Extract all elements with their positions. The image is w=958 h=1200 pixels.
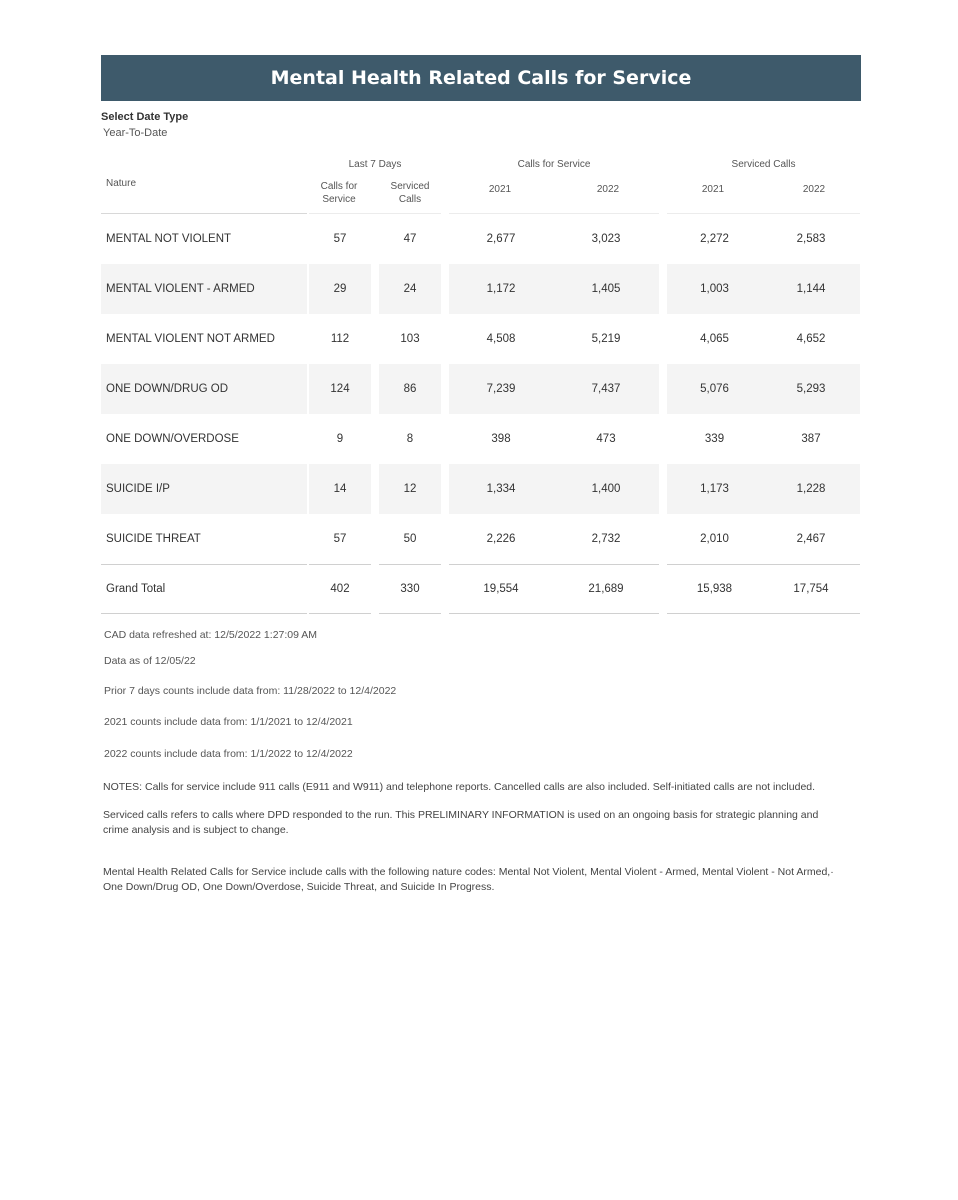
nature-cell: ONE DOWN/OVERDOSE: [106, 433, 239, 445]
cfs-2021-cell: 1,334: [449, 464, 553, 514]
data-as-of-note: Data as of 12/05/22: [104, 655, 196, 667]
serviced-calls-header: Serviced Calls: [731, 159, 796, 170]
grand-total-row: [0, 564, 958, 614]
nature-cell: MENTAL VIOLENT NOT ARMED: [106, 333, 275, 345]
table-row: [0, 364, 958, 414]
cfs-2022-cell: 7,437: [553, 364, 659, 414]
sc-2022-cell: 5,293: [762, 364, 860, 414]
cfs-2021-cell: 398: [491, 433, 511, 445]
sc-2021-cell: 5,076: [667, 364, 762, 414]
refresh-note: CAD data refreshed at: 12/5/2022 1:27:09 AM: [104, 629, 318, 641]
cfs-2021-cell: 4,508: [486, 333, 516, 345]
serviced-definition-note: Serviced calls refers to calls where DPD responded to the run. This PRELIMINARY INFORMATION is used on an ongoing basis for strategic planning and crime analysis and is subject to change.: [103, 809, 819, 836]
table-row: [0, 264, 958, 314]
last7-calls-subheader: Calls for Service: [320, 181, 358, 205]
last7-serviced-subheader: Serviced Calls: [390, 181, 430, 205]
sc-2021-cell: 2,272: [700, 233, 729, 245]
sc-2021-cell: 2,010: [700, 533, 729, 545]
cfs-2022-cell: 5,219: [591, 333, 621, 345]
cfs-2022-cell: 1,405: [553, 264, 659, 314]
cfs-2022-cell: 1,400: [553, 464, 659, 514]
nature-cell: ONE DOWN/DRUG OD: [101, 364, 307, 414]
calls-definition-note: NOTES: Calls for service include 911 calls (E911 and W911) and telephone reports. Cancelled calls are also included. Self-initiated calls are not included.: [103, 781, 816, 793]
date-type-selector[interactable]: Year-To-Date: [103, 127, 168, 139]
last7-serviced-cell: 86: [379, 364, 441, 414]
date-type-label: Select Date Type: [101, 111, 189, 123]
cfs-2022-cell: 21,689: [553, 564, 659, 614]
last7-calls-cell: 124: [309, 364, 371, 414]
sc-2021-cell: 15,938: [667, 564, 762, 614]
cfs-2022-cell: 2,732: [591, 533, 621, 545]
last7-calls-cell: 112: [330, 333, 350, 345]
cfs-2021-cell: 19,554: [449, 564, 553, 614]
sc-2021-subheader: 2021: [701, 184, 725, 195]
calls-for-service-header: Calls for Service: [517, 159, 591, 170]
last7-calls-cell: 9: [336, 433, 344, 445]
cfs-2021-cell: 2,226: [486, 533, 516, 545]
table-row: [0, 414, 958, 464]
page-title: Mental Health Related Calls for Service: [270, 67, 692, 89]
nature-codes-note: Mental Health Related Calls for Service include calls with the following nature codes: Mental Not Violent, Mental Violent - Armed, Mental Violent - Not Armed,· One Down/Drug OD, One Down/Overdose, Suicide Threat, and Suicide In Progress.: [103, 866, 834, 893]
last7-serviced-cell: 24: [379, 264, 441, 314]
last7-serviced-cell: 8: [406, 433, 414, 445]
nature-cell: SUICIDE THREAT: [106, 533, 201, 545]
nature-cell: MENTAL NOT VIOLENT: [106, 233, 232, 245]
cfs-2021-cell: 1,172: [449, 264, 553, 314]
sc-2022-cell: 1,228: [762, 464, 860, 514]
last7-serviced-cell: 47: [403, 233, 417, 245]
sc-2022-subheader: 2022: [802, 184, 826, 195]
last7-calls-cell: 57: [333, 533, 347, 545]
cfs-2021-cell: 7,239: [449, 364, 553, 414]
sc-2021-cell: 339: [704, 433, 725, 445]
prior7-note: Prior 7 days counts include data from: 11/28/2022 to 12/4/2022: [104, 685, 397, 697]
nature-cell: Grand Total: [101, 564, 307, 614]
nature-cell: SUICIDE I/P: [101, 464, 307, 514]
sc-2022-cell: 2,467: [796, 533, 826, 545]
sc-2022-cell: 17,754: [762, 564, 860, 614]
sc-2021-cell: 1,003: [667, 264, 762, 314]
sc-2022-cell: 2,583: [796, 233, 826, 245]
cfs-2022-cell: 3,023: [591, 233, 621, 245]
counts-2022-note: 2022 counts include data from: 1/1/2022 to 12/4/2022: [104, 748, 353, 760]
cfs-2022-subheader: 2022: [596, 184, 620, 195]
nature-cell: MENTAL VIOLENT - ARMED: [101, 264, 307, 314]
last7-calls-cell: 57: [333, 233, 347, 245]
sc-2022-cell: 1,144: [762, 264, 860, 314]
cfs-2021-subheader: 2021: [488, 184, 512, 195]
table-row: [0, 514, 958, 564]
sc-2022-cell: 387: [801, 433, 821, 445]
last7-serviced-cell: 50: [403, 533, 417, 545]
last7-serviced-cell: 103: [400, 333, 420, 345]
cfs-2021-cell: 2,677: [486, 233, 516, 245]
nature-header: Nature: [106, 178, 137, 189]
last7-header: Last 7 Days: [348, 159, 402, 170]
sc-2021-cell: 1,173: [667, 464, 762, 514]
counts-2021-note: 2021 counts include data from: 1/1/2021 to 12/4/2021: [104, 716, 353, 728]
cfs-2022-cell: 473: [596, 433, 616, 445]
last7-calls-cell: 29: [309, 264, 371, 314]
title-banner: [101, 55, 861, 101]
last7-serviced-cell: 330: [379, 564, 441, 614]
last7-serviced-cell: 12: [379, 464, 441, 514]
table-row: [0, 214, 958, 264]
sc-2022-cell: 4,652: [796, 333, 826, 345]
table-row: [0, 464, 958, 514]
table-row: [0, 314, 958, 364]
sc-2021-cell: 4,065: [700, 333, 729, 345]
last7-calls-cell: 402: [309, 564, 371, 614]
last7-calls-cell: 14: [309, 464, 371, 514]
